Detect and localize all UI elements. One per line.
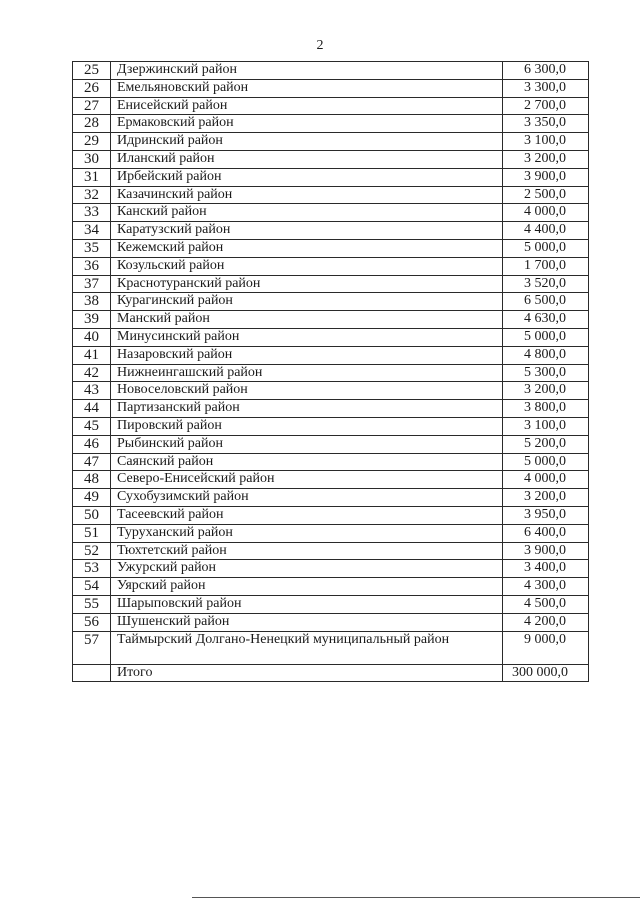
row-number: 31 <box>73 168 111 186</box>
district-name: Дзержинский район <box>111 62 503 80</box>
table-row <box>73 79 589 97</box>
amount: 6 500,0 <box>503 293 589 311</box>
amount: 3 520,0 <box>503 275 589 293</box>
district-name: Козульский район <box>111 257 503 275</box>
table-row <box>73 222 589 240</box>
amount: 4 630,0 <box>503 311 589 329</box>
district-name: Краснотуранский район <box>111 275 503 293</box>
district-name: Казачинский район <box>111 186 503 204</box>
table-row <box>73 595 589 613</box>
row-number: 39 <box>73 311 111 329</box>
row-number: 33 <box>73 204 111 222</box>
table-row <box>73 168 589 186</box>
amount: 6 400,0 <box>503 524 589 542</box>
row-number: 56 <box>73 613 111 631</box>
district-name: Идринский район <box>111 133 503 151</box>
row-number: 49 <box>73 489 111 507</box>
total-label: Итого <box>111 664 503 682</box>
row-number <box>73 664 111 682</box>
district-name: Ирбейский район <box>111 168 503 186</box>
table-row <box>73 578 589 596</box>
district-name: Новоселовский район <box>111 382 503 400</box>
row-number: 45 <box>73 417 111 435</box>
district-name: Назаровский район <box>111 346 503 364</box>
page-number: 2 <box>316 38 324 53</box>
table-row <box>73 275 589 293</box>
district-name: Енисейский район <box>111 97 503 115</box>
district-name: Каратузский район <box>111 222 503 240</box>
row-number: 28 <box>73 115 111 133</box>
table-row <box>73 257 589 275</box>
amount: 4 300,0 <box>503 578 589 596</box>
district-name: Кежемский район <box>111 239 503 257</box>
row-number: 50 <box>73 506 111 524</box>
amount: 9 000,0 <box>503 631 589 664</box>
district-allocation-table <box>72 61 589 682</box>
district-name: Курагинский район <box>111 293 503 311</box>
table-row <box>73 346 589 364</box>
amount: 2 700,0 <box>503 97 589 115</box>
table-row <box>73 115 589 133</box>
table-row <box>73 489 589 507</box>
row-number: 54 <box>73 578 111 596</box>
amount: 4 400,0 <box>503 222 589 240</box>
row-number: 36 <box>73 257 111 275</box>
table-row <box>73 631 589 664</box>
row-number: 51 <box>73 524 111 542</box>
amount: 5 000,0 <box>503 239 589 257</box>
amount: 5 000,0 <box>503 453 589 471</box>
table-row <box>73 471 589 489</box>
amount: 3 100,0 <box>503 417 589 435</box>
row-number: 42 <box>73 364 111 382</box>
district-name: Манский район <box>111 311 503 329</box>
table-row <box>73 560 589 578</box>
amount: 4 200,0 <box>503 613 589 631</box>
amount: 3 200,0 <box>503 150 589 168</box>
amount: 3 300,0 <box>503 79 589 97</box>
row-number: 30 <box>73 150 111 168</box>
district-name: Шушенский район <box>111 613 503 631</box>
row-number: 32 <box>73 186 111 204</box>
district-name: Емельяновский район <box>111 79 503 97</box>
district-name: Ермаковский район <box>111 115 503 133</box>
row-number: 53 <box>73 560 111 578</box>
amount: 4 000,0 <box>503 471 589 489</box>
total-row <box>73 664 589 682</box>
row-number: 25 <box>73 62 111 80</box>
table-row <box>73 613 589 631</box>
table-row <box>73 364 589 382</box>
amount: 4 500,0 <box>503 595 589 613</box>
row-number: 40 <box>73 328 111 346</box>
row-number: 44 <box>73 400 111 418</box>
table-row <box>73 97 589 115</box>
scan-edge-line <box>192 897 640 898</box>
district-name: Сухобузимский район <box>111 489 503 507</box>
table-row <box>73 435 589 453</box>
amount: 3 200,0 <box>503 489 589 507</box>
district-name: Рыбинский район <box>111 435 503 453</box>
amount: 1 700,0 <box>503 257 589 275</box>
table-row <box>73 542 589 560</box>
row-number: 52 <box>73 542 111 560</box>
row-number: 26 <box>73 79 111 97</box>
amount: 3 200,0 <box>503 382 589 400</box>
amount: 2 500,0 <box>503 186 589 204</box>
district-name: Тюхтетский район <box>111 542 503 560</box>
row-number: 35 <box>73 239 111 257</box>
table-row <box>73 382 589 400</box>
row-number: 43 <box>73 382 111 400</box>
table-row <box>73 328 589 346</box>
table-row <box>73 239 589 257</box>
district-name: Северо-Енисейский район <box>111 471 503 489</box>
amount: 3 400,0 <box>503 560 589 578</box>
district-name: Канский район <box>111 204 503 222</box>
amount: 3 900,0 <box>503 542 589 560</box>
amount: 4 800,0 <box>503 346 589 364</box>
row-number: 55 <box>73 595 111 613</box>
table-row <box>73 62 589 80</box>
district-name: Шарыповский район <box>111 595 503 613</box>
district-name: Уярский район <box>111 578 503 596</box>
amount: 3 800,0 <box>503 400 589 418</box>
table-row <box>73 186 589 204</box>
district-name: Туруханский район <box>111 524 503 542</box>
amount: 4 000,0 <box>503 204 589 222</box>
district-name: Саянский район <box>111 453 503 471</box>
row-number: 57 <box>73 631 111 664</box>
row-number: 37 <box>73 275 111 293</box>
table-row <box>73 453 589 471</box>
amount: 5 200,0 <box>503 435 589 453</box>
district-name: Тасеевский район <box>111 506 503 524</box>
district-name: Нижнеингашский район <box>111 364 503 382</box>
row-number: 41 <box>73 346 111 364</box>
district-name: Иланский район <box>111 150 503 168</box>
district-name: Партизанский район <box>111 400 503 418</box>
amount: 3 900,0 <box>503 168 589 186</box>
amount: 6 300,0 <box>503 62 589 80</box>
row-number: 29 <box>73 133 111 151</box>
row-number: 48 <box>73 471 111 489</box>
table-row <box>73 293 589 311</box>
row-number: 27 <box>73 97 111 115</box>
table-row <box>73 524 589 542</box>
row-number: 34 <box>73 222 111 240</box>
amount: 3 100,0 <box>503 133 589 151</box>
amount: 5 300,0 <box>503 364 589 382</box>
table-row <box>73 506 589 524</box>
district-name: Таймырский Долгано-Ненецкий муниципальный район <box>111 631 503 664</box>
table-row <box>73 311 589 329</box>
table-row <box>73 204 589 222</box>
row-number: 46 <box>73 435 111 453</box>
district-name: Пировский район <box>111 417 503 435</box>
amount: 3 950,0 <box>503 506 589 524</box>
district-name: Минусинский район <box>111 328 503 346</box>
total-amount: 300 000,0 <box>503 664 589 682</box>
table-row <box>73 400 589 418</box>
district-name: Ужурский район <box>111 560 503 578</box>
table-row <box>73 133 589 151</box>
amount: 3 350,0 <box>503 115 589 133</box>
row-number: 38 <box>73 293 111 311</box>
table-row <box>73 417 589 435</box>
amount: 5 000,0 <box>503 328 589 346</box>
row-number: 47 <box>73 453 111 471</box>
table-row <box>73 150 589 168</box>
